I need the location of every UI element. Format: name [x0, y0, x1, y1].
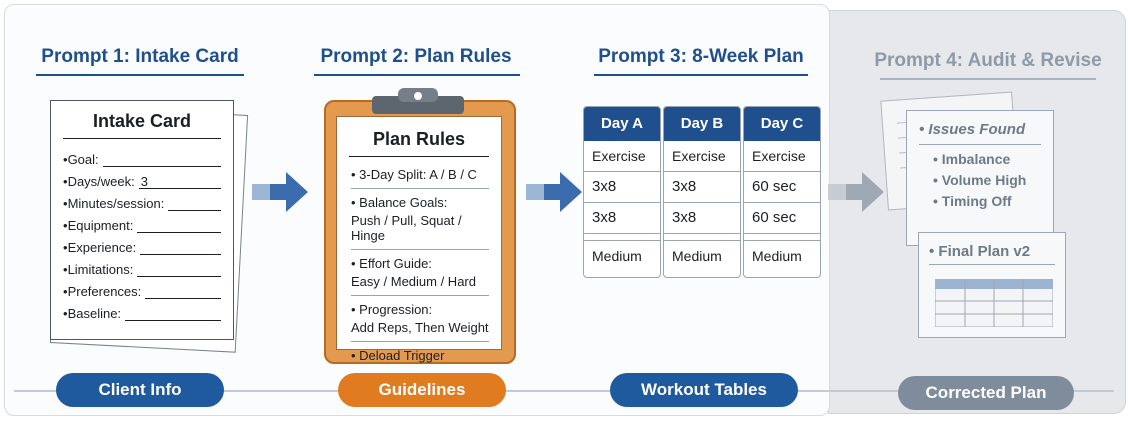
intake-field-row: • Minutes/session: — [63, 189, 221, 211]
intake-field-value — [145, 286, 221, 299]
plan-rule-line2: Add Reps, Then Weight — [351, 320, 489, 335]
workout-table-day-header: Day A — [584, 107, 660, 141]
intake-field-row: • Experience: — [63, 233, 221, 255]
plan-rule-item — [351, 161, 489, 189]
plan-rules-heading: Plan Rules — [372, 129, 466, 149]
plan-rules-sheet — [336, 116, 502, 363]
workout-tables — [583, 106, 825, 278]
plan-rule-item — [351, 250, 489, 296]
issues-heading-rule — [919, 144, 1041, 145]
plan-rule-line1: • Deload Trigger — [351, 348, 445, 363]
issues-list — [919, 151, 1041, 209]
intake-field-label: Preferences: — [67, 284, 142, 299]
plan-rule-line1: • Balance Goals: — [351, 195, 448, 210]
client-info-pill: Client Info — [56, 373, 224, 407]
plan-rule-line1: • Progression: — [351, 302, 433, 317]
plan-rule-item — [351, 189, 489, 250]
intake-field-label: Days/week: — [67, 174, 135, 189]
stage-3-title: Prompt 3: 8-Week Plan — [598, 46, 804, 67]
final-plan-grid — [935, 279, 1053, 327]
workout-table-day-a — [583, 106, 661, 278]
intake-field-value: 3 — [139, 176, 221, 189]
issues-heading: • Issues Found — [919, 121, 1026, 138]
intake-field-label: Experience: — [67, 240, 137, 255]
intake-field-label: Goal: — [67, 152, 99, 167]
intake-field-row: • Baseline: — [63, 299, 221, 321]
issue-item: • Timing Off — [933, 193, 1012, 209]
plan-rule-item — [351, 342, 489, 369]
plan-rule-line2: Easy / Medium / Hard — [351, 274, 476, 289]
workout-table-cell: 3x8 — [584, 172, 660, 203]
arrow-2-icon — [526, 172, 584, 217]
intake-card-heading: Intake Card — [92, 111, 192, 131]
intake-fields — [51, 139, 233, 321]
workout-table-cell: Medium — [664, 240, 740, 271]
intake-field-value — [137, 264, 221, 277]
plan-rule-line2: Push / Pull, Squat / Hinge — [351, 213, 462, 243]
plan-rule-item — [351, 296, 489, 342]
workout-table-day-c — [743, 106, 821, 278]
workout-table-day-header: Day C — [744, 107, 820, 141]
plan-rule-line1: • Effort Guide: — [351, 256, 432, 271]
stage-2-title-rule — [314, 74, 520, 76]
final-plan-heading: • Final Plan v2 — [929, 243, 1031, 260]
intake-field-row: • Goal: — [63, 145, 221, 167]
intake-field-row: • Equipment: — [63, 211, 221, 233]
intake-field-value — [125, 308, 221, 321]
intake-field-row: • Limitations: — [63, 255, 221, 277]
intake-field-label: Baseline: — [67, 306, 122, 321]
stage-4-title: Prompt 4: Audit & Revise — [874, 50, 1102, 71]
intake-field-value — [103, 154, 221, 167]
workout-table-cell: Exercise — [744, 141, 820, 172]
stage-1-title-rule — [36, 74, 244, 76]
intake-field-value — [140, 242, 221, 255]
arrow-1-icon — [252, 172, 310, 217]
workout-table-day-b — [663, 106, 741, 278]
intake-field-row: • Days/week: 3 — [63, 167, 221, 189]
intake-card — [50, 100, 234, 340]
workout-table-cell: Exercise — [664, 141, 740, 172]
stage-2-title: Prompt 2: Plan Rules — [320, 46, 512, 67]
intake-field-value — [137, 220, 221, 233]
workout-tables-pill: Workout Tables — [610, 373, 798, 407]
corrected-plan-pill: Corrected Plan — [898, 376, 1074, 410]
plan-rules-list — [337, 157, 501, 369]
stage-4-title-rule — [880, 78, 1096, 80]
intake-field-value — [168, 198, 221, 211]
issues-sheet — [906, 110, 1054, 246]
issue-item: • Imbalance — [933, 151, 1011, 167]
clipboard-clip-icon — [372, 88, 464, 119]
intake-field-label: Equipment: — [67, 218, 134, 233]
workout-table-cell: 3x8 — [664, 203, 740, 234]
stage-3-title-rule — [594, 74, 808, 76]
workout-table-cell: Medium — [744, 240, 820, 271]
intake-field-label: Limitations: — [67, 262, 134, 277]
final-plan-heading-rule — [929, 264, 1055, 265]
final-plan-sheet — [918, 232, 1066, 338]
issue-item: • Volume High — [933, 172, 1027, 188]
clipboard — [324, 100, 516, 364]
workout-table-cell: Exercise — [584, 141, 660, 172]
intake-field-label: Minutes/session: — [67, 196, 165, 211]
guidelines-pill: Guidelines — [338, 373, 506, 407]
intake-field-row: • Preferences: — [63, 277, 221, 299]
workout-table-cell: 60 sec — [744, 172, 820, 203]
stage-1-title: Prompt 1: Intake Card — [41, 46, 239, 67]
arrow-3-icon — [828, 172, 886, 217]
workout-table-day-header: Day B — [664, 107, 740, 141]
plan-rule-line1: • 3-Day Split: A / B / C — [351, 167, 477, 182]
workout-table-cell: Medium — [584, 240, 660, 271]
workout-table-cell: 3x8 — [584, 203, 660, 234]
workout-table-cell: 3x8 — [664, 172, 740, 203]
workout-table-cell: 60 sec — [744, 203, 820, 234]
